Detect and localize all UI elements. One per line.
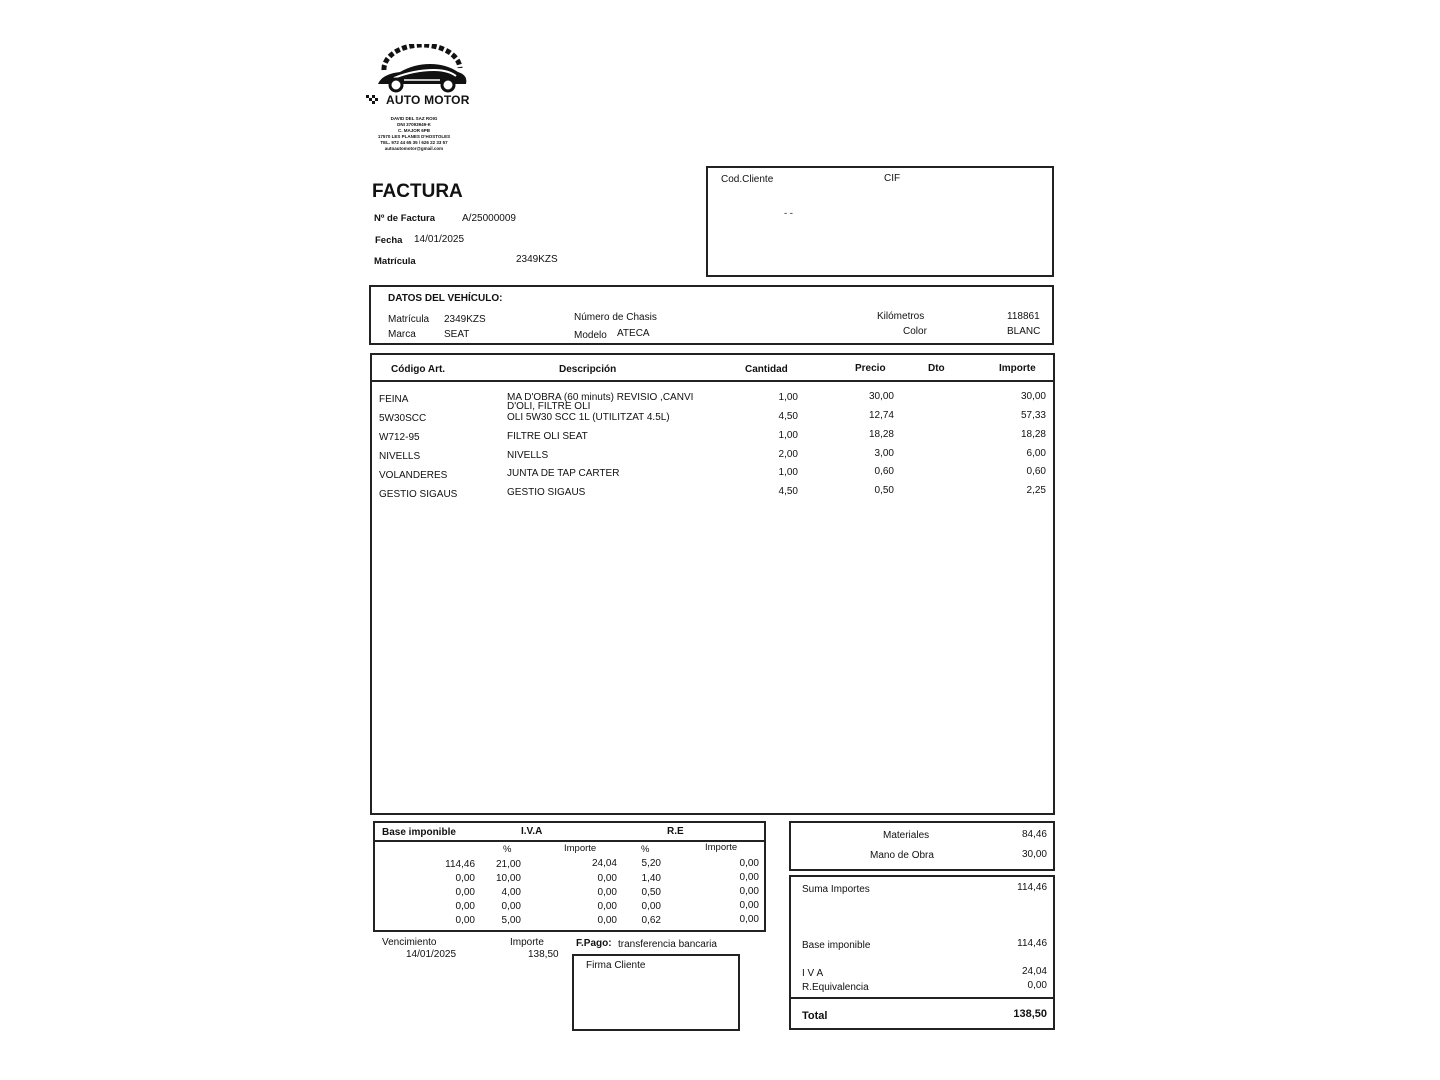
tax-iva-pct-header: % xyxy=(503,844,512,855)
row-price: 0,50 xyxy=(874,485,894,496)
tax-iva-header: I.V.A xyxy=(521,826,543,837)
vehicle-model: ATECA xyxy=(617,328,650,339)
invoice-number: A/25000009 xyxy=(462,213,516,224)
due-label: Vencimiento xyxy=(382,937,437,948)
tax-iva-pct: 4,00 xyxy=(501,887,521,898)
materials-value: 84,46 xyxy=(1021,829,1047,840)
due-date: 14/01/2025 xyxy=(406,949,457,960)
total-row xyxy=(791,997,1053,1030)
row-quantity: 2,00 xyxy=(778,449,798,460)
base-label: Base imponible xyxy=(802,940,871,951)
row-description: FILTRE OLI SEAT xyxy=(507,431,588,442)
row-description: NIVELLS xyxy=(507,450,549,461)
header-amount: Importe xyxy=(999,363,1036,374)
row-code: NIVELLS xyxy=(379,451,421,462)
tax-iva-pct: 5,00 xyxy=(501,915,521,926)
vehicle-plate: 2349KZS xyxy=(444,314,486,325)
company-logo xyxy=(366,44,476,110)
company-address xyxy=(374,116,454,152)
invoice-title: FACTURA xyxy=(372,181,463,202)
tax-re-pct: 5,20 xyxy=(641,858,661,869)
payment-amount: 138,50 xyxy=(528,949,559,960)
row-price: 18,28 xyxy=(868,429,894,440)
invoice-plate-label: Matrícula xyxy=(374,256,416,267)
tax-iva-amount: 0,00 xyxy=(597,901,617,912)
row-quantity: 1,00 xyxy=(778,392,798,403)
tax-base: 0,00 xyxy=(455,887,475,898)
payment-method-label: F.Pago: xyxy=(576,938,612,949)
vehicle-title: DATOS DEL VEHÍCULO: xyxy=(388,293,503,304)
row-quantity: 4,50 xyxy=(778,411,798,422)
tax-re-pct: 1,40 xyxy=(641,873,661,884)
row-amount: 30,00 xyxy=(1020,391,1046,402)
vehicle-plate-label: Matrícula xyxy=(388,314,430,325)
payment-method: transferencia bancaria xyxy=(618,939,717,950)
invoice-plate: 2349KZS xyxy=(516,254,558,265)
vehicle-km: 118861 xyxy=(1007,311,1040,322)
tax-iva-amount: 0,00 xyxy=(597,873,617,884)
base-value: 114,46 xyxy=(1017,938,1047,949)
tax-header-row xyxy=(375,823,764,842)
car-logo-icon xyxy=(370,44,474,96)
row-description: OLI 5W30 SCC 1L (UTILITZAT 4.5L) xyxy=(507,412,670,423)
tax-iva-amount: 0,00 xyxy=(597,915,617,926)
summary-box-top xyxy=(789,821,1055,871)
company-address-line: DAVID DEL SAZ ROIG xyxy=(390,116,438,121)
iva-label: I V A xyxy=(802,968,824,979)
invoice-lines-table xyxy=(370,353,1055,815)
row-amount: 0,60 xyxy=(1026,466,1046,477)
labour-value: 30,00 xyxy=(1021,849,1047,860)
row-price: 0,60 xyxy=(874,466,894,477)
signature-box xyxy=(572,954,740,1031)
row-amount: 6,00 xyxy=(1026,448,1046,459)
re-value: 0,00 xyxy=(1027,980,1047,991)
row-price: 12,74 xyxy=(868,410,894,421)
company-address-line: autoautomotor@gmail.com xyxy=(384,146,444,151)
tax-re-amount-header: Importe xyxy=(705,842,738,853)
tax-re-pct: 0,62 xyxy=(641,915,661,926)
row-amount: 57,33 xyxy=(1020,410,1046,421)
header-quantity: Cantidad xyxy=(745,364,788,375)
summary-box-bottom xyxy=(789,875,1055,1030)
row-description: JUNTA DE TAP CARTER xyxy=(507,468,620,479)
row-quantity: 4,50 xyxy=(778,486,798,497)
company-address-line: TEL. 972 44 65 35 / 626 22 33 57 xyxy=(380,140,448,145)
tax-re-amount: 0,00 xyxy=(739,886,759,897)
re-label: R.Equivalencia xyxy=(802,982,869,993)
row-code: FEINA xyxy=(379,394,409,405)
total-value: 138,50 xyxy=(1013,1008,1047,1020)
company-address-line: C. MAJOR 6PB xyxy=(397,128,430,133)
company-address-line: 17570 LES PLANES D'HOSTOLES xyxy=(377,134,451,139)
tax-re-pct: 0,00 xyxy=(641,901,661,912)
tax-base: 0,00 xyxy=(455,901,475,912)
company-address-line: DNI 37093949-K xyxy=(397,122,431,127)
vehicle-box xyxy=(369,285,1054,345)
tax-iva-pct: 0,00 xyxy=(501,901,521,912)
tax-iva-amount: 24,04 xyxy=(591,858,617,869)
row-code: GESTIO SIGAUS xyxy=(379,489,458,500)
table-header-row xyxy=(372,355,1053,382)
payment-amount-label: Importe xyxy=(510,937,544,948)
tax-base: 0,00 xyxy=(455,873,475,884)
tax-base: 114,46 xyxy=(445,859,475,870)
tax-re-pct: 0,50 xyxy=(641,887,661,898)
labour-label: Mano de Obra xyxy=(870,850,934,861)
checkered-flag-icon xyxy=(366,95,382,105)
sum-label: Suma Importes xyxy=(802,884,870,895)
vehicle-brand: SEAT xyxy=(444,329,470,340)
row-code: 5W30SCC xyxy=(379,413,427,424)
header-code: Código Art. xyxy=(391,364,446,375)
invoice-number-label: Nº de Factura xyxy=(374,213,436,224)
vehicle-color-label: Color xyxy=(903,326,927,337)
row-price: 30,00 xyxy=(868,391,894,402)
iva-value: 24,04 xyxy=(1021,966,1047,977)
row-code: VOLANDERES xyxy=(379,470,448,481)
vehicle-chassis-label: Número de Chasis xyxy=(574,312,657,323)
tax-re-amount: 0,00 xyxy=(739,900,759,911)
client-code-label: Cod.Cliente xyxy=(721,174,774,185)
tax-iva-pct: 21,00 xyxy=(495,859,521,870)
row-amount: 18,28 xyxy=(1020,429,1046,440)
header-price: Precio xyxy=(855,363,886,374)
tax-re-pct-header: % xyxy=(641,844,650,855)
vehicle-km-label: Kilómetros xyxy=(877,311,925,322)
sum-value: 114,46 xyxy=(1017,882,1047,893)
invoice-date: 14/01/2025 xyxy=(414,234,465,245)
tax-base-header: Base imponible xyxy=(382,827,456,838)
company-name: AUTO MOTOR xyxy=(386,93,470,107)
tax-base: 0,00 xyxy=(455,915,475,926)
client-cif-label: CIF xyxy=(884,173,901,184)
row-quantity: 1,00 xyxy=(778,467,798,478)
tax-table xyxy=(373,821,766,932)
tax-re-header: R.E xyxy=(667,826,684,837)
vehicle-model-label: Modelo xyxy=(574,330,607,341)
row-description: GESTIO SIGAUS xyxy=(507,487,586,498)
row-amount: 2,25 xyxy=(1026,485,1046,496)
signature-label: Firma Cliente xyxy=(586,960,646,971)
client-box xyxy=(706,166,1054,277)
vehicle-brand-label: Marca xyxy=(388,329,416,340)
row-quantity: 1,00 xyxy=(778,430,798,441)
header-discount: Dto xyxy=(928,363,945,374)
tax-iva-pct: 10,00 xyxy=(495,873,521,884)
total-label: Total xyxy=(802,1010,828,1022)
tax-re-amount: 0,00 xyxy=(739,914,759,925)
tax-re-amount: 0,00 xyxy=(739,872,759,883)
row-price: 3,00 xyxy=(874,448,894,459)
tax-iva-amount: 0,00 xyxy=(597,887,617,898)
materials-label: Materiales xyxy=(883,830,930,841)
tax-iva-amount-header: Importe xyxy=(564,843,597,854)
vehicle-color: BLANC xyxy=(1007,326,1041,337)
invoice-date-label: Fecha xyxy=(375,235,403,246)
row-code: W712-95 xyxy=(379,432,420,443)
client-mark: - - xyxy=(784,208,793,219)
header-description: Descripción xyxy=(559,364,617,375)
row-description: MA D'OBRA (60 minuts) REVISIO ,CANVI D'OLI, FILTRE OLI xyxy=(507,392,694,412)
tax-re-amount: 0,00 xyxy=(739,858,759,869)
